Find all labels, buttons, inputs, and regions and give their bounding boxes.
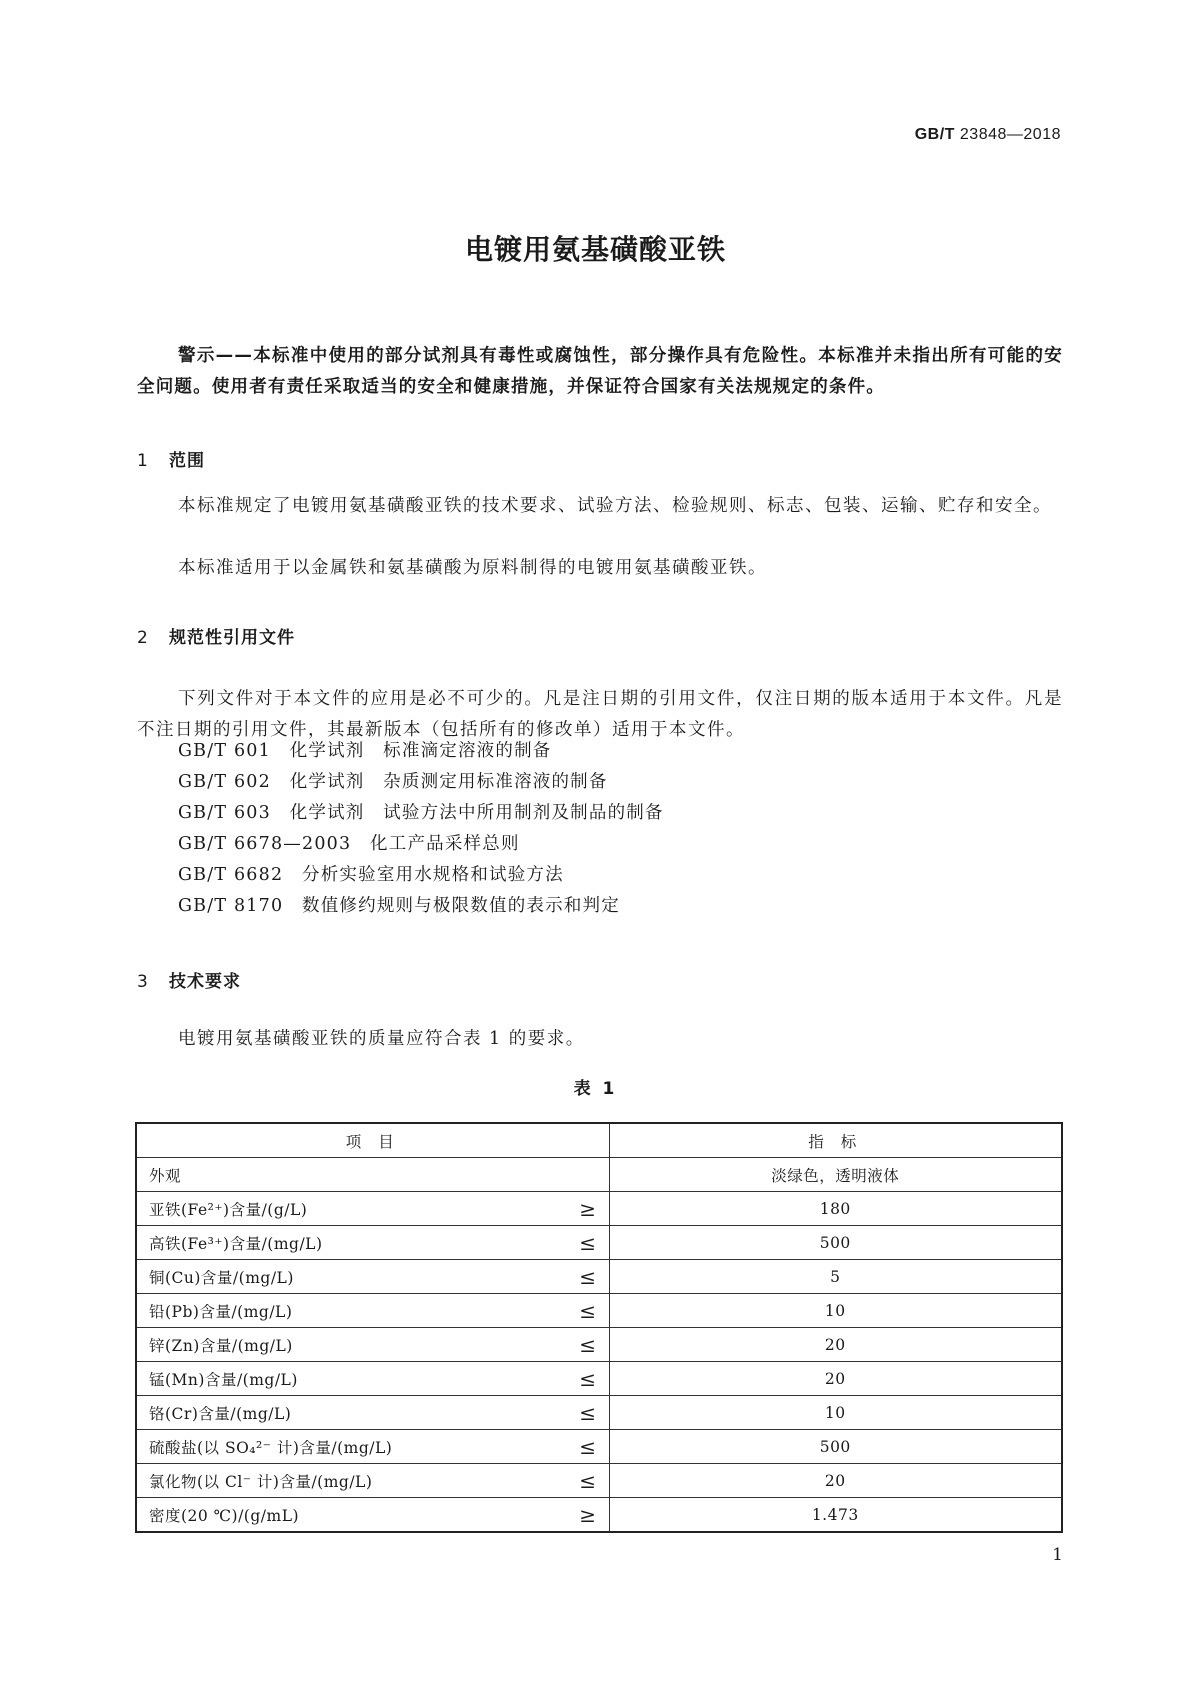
- reference-item: [178, 830, 520, 855]
- table-row: [136, 1226, 1062, 1260]
- requirements-table: [135, 1122, 1063, 1533]
- value-cell: 1.473: [609, 1498, 1062, 1533]
- limit-symbol: ≤: [579, 1434, 597, 1459]
- reference-item: [178, 737, 552, 762]
- warning-paragraph: 警示——本标准中使用的部分试剂具有毒性或腐蚀性，部分操作具有危险性。本标准并未指出所有可能的安全问题。使用者有责任采取适当的安全和健康措施，并保证符合国家有关法规规定的条件。: [137, 346, 1063, 397]
- reference-item: [178, 799, 664, 824]
- value-cell: 20: [609, 1464, 1062, 1498]
- item-cell: [136, 1396, 609, 1430]
- standard-year-number: 23848—2018: [959, 126, 1061, 143]
- column-header-item: 项 目: [136, 1123, 609, 1158]
- table-row: [136, 1498, 1062, 1533]
- item-label: 硫酸盐(以 SO₄²⁻ 计)含量/(mg/L): [149, 1438, 393, 1457]
- value-cell: 10: [609, 1396, 1062, 1430]
- reference-code: GB/T 603: [178, 803, 271, 823]
- item-label: 外观: [149, 1166, 182, 1185]
- reference-code: GB/T 602: [178, 772, 271, 792]
- value-cell: 淡绿色，透明液体: [609, 1158, 1062, 1192]
- table-row: [136, 1260, 1062, 1294]
- limit-symbol: ≥: [579, 1196, 597, 1221]
- item-cell: [136, 1192, 609, 1226]
- column-header-value: 指 标: [609, 1123, 1062, 1158]
- reference-item: [178, 768, 608, 793]
- standard-code: GB/T: [914, 126, 955, 143]
- reference-title: 化学试剂 试验方法中所用制剂及制品的制备: [289, 803, 664, 823]
- item-label: 铬(Cr)含量/(mg/L): [149, 1404, 292, 1423]
- value-cell: 180: [609, 1192, 1062, 1226]
- value-cell: 20: [609, 1328, 1062, 1362]
- requirements-paragraph: 电镀用氨基磺酸亚铁的质量应符合表 1 的要求。: [178, 1029, 585, 1049]
- item-cell: [136, 1226, 609, 1260]
- table-caption: 表 1: [573, 1079, 618, 1099]
- table-row: [136, 1464, 1062, 1498]
- value-cell: 500: [609, 1226, 1062, 1260]
- section-heading-requirements: [137, 967, 241, 992]
- reference-title: 化学试剂 杂质测定用标准溶液的制备: [289, 772, 608, 792]
- document-title: 电镀用氨基磺酸亚铁: [464, 233, 726, 266]
- scope-paragraph-2: 本标准适用于以金属铁和氨基磺酸为原料制得的电镀用氨基磺酸亚铁。: [178, 558, 767, 578]
- table-row: [136, 1362, 1062, 1396]
- item-cell: [136, 1294, 609, 1328]
- value-cell: 5: [609, 1260, 1062, 1294]
- references-intro: 下列文件对于本文件的应用是必不可少的。凡是注日期的引用文件，仅注日期的版本适用于本文件。凡是不注日期的引用文件，其最新版本（包括所有的修改单）适用于本文件。: [137, 689, 1063, 740]
- section-heading-scope: [137, 446, 205, 471]
- section-number: 3: [137, 972, 149, 992]
- section-heading-references: [137, 623, 295, 648]
- table-row: [136, 1192, 1062, 1226]
- item-label: 密度(20 ℃)/(g/mL): [149, 1506, 300, 1525]
- limit-symbol: ≥: [579, 1502, 597, 1527]
- item-label: 锌(Zn)含量/(mg/L): [149, 1336, 293, 1355]
- reference-code: GB/T 6682: [178, 865, 284, 885]
- limit-symbol: ≤: [579, 1366, 597, 1391]
- value-cell: 20: [609, 1362, 1062, 1396]
- limit-symbol: ≤: [579, 1332, 597, 1357]
- limit-symbol: ≤: [579, 1230, 597, 1255]
- item-label: 高铁(Fe³⁺)含量/(mg/L): [149, 1234, 323, 1253]
- item-cell: [136, 1260, 609, 1294]
- section-title: 规范性引用文件: [169, 628, 295, 648]
- item-cell: [136, 1328, 609, 1362]
- section-title: 技术要求: [169, 972, 241, 992]
- section-number: 1: [137, 451, 149, 471]
- value-cell: 500: [609, 1430, 1062, 1464]
- scope-paragraph-1: 本标准规定了电镀用氨基磺酸亚铁的技术要求、试验方法、检验规则、标志、包装、运输、贮存和安全。: [178, 496, 1052, 516]
- item-cell: [136, 1158, 609, 1192]
- reference-title: 化学试剂 标准滴定溶液的制备: [289, 741, 552, 761]
- reference-item: [178, 892, 620, 917]
- table-row: [136, 1430, 1062, 1464]
- item-cell: [136, 1464, 609, 1498]
- reference-code: GB/T 6678—2003: [178, 834, 352, 854]
- reference-title: 数值修约规则与极限数值的表示和判定: [302, 896, 620, 916]
- table-header-row: [136, 1123, 1062, 1158]
- reference-item: [178, 861, 564, 886]
- table-row: [136, 1158, 1062, 1192]
- table-row: [136, 1328, 1062, 1362]
- standard-number: [915, 126, 1061, 144]
- reference-code: GB/T 8170: [178, 896, 284, 916]
- limit-symbol: ≤: [579, 1468, 597, 1493]
- item-cell: [136, 1362, 609, 1396]
- table-row: [136, 1294, 1062, 1328]
- item-cell: [136, 1430, 609, 1464]
- item-label: 氯化物(以 Cl⁻ 计)含量/(mg/L): [149, 1472, 373, 1491]
- item-label: 铜(Cu)含量/(mg/L): [149, 1268, 294, 1287]
- reference-code: GB/T 601: [178, 741, 271, 761]
- table-row: [136, 1396, 1062, 1430]
- limit-symbol: ≤: [579, 1264, 597, 1289]
- reference-title: 化工产品采样总则: [370, 834, 520, 854]
- section-title: 范围: [169, 451, 205, 471]
- value-cell: 10: [609, 1294, 1062, 1328]
- item-label: 铅(Pb)含量/(mg/L): [149, 1302, 293, 1321]
- table-body: [136, 1158, 1062, 1533]
- limit-symbol: ≤: [579, 1298, 597, 1323]
- reference-title: 分析实验室用水规格和试验方法: [302, 865, 564, 885]
- item-label: 亚铁(Fe²⁺)含量/(g/L): [149, 1200, 308, 1219]
- item-label: 锰(Mn)含量/(mg/L): [149, 1370, 298, 1389]
- item-cell: [136, 1498, 609, 1533]
- page-number: 1: [1052, 1545, 1063, 1565]
- limit-symbol: ≤: [579, 1400, 597, 1425]
- section-number: 2: [137, 628, 149, 648]
